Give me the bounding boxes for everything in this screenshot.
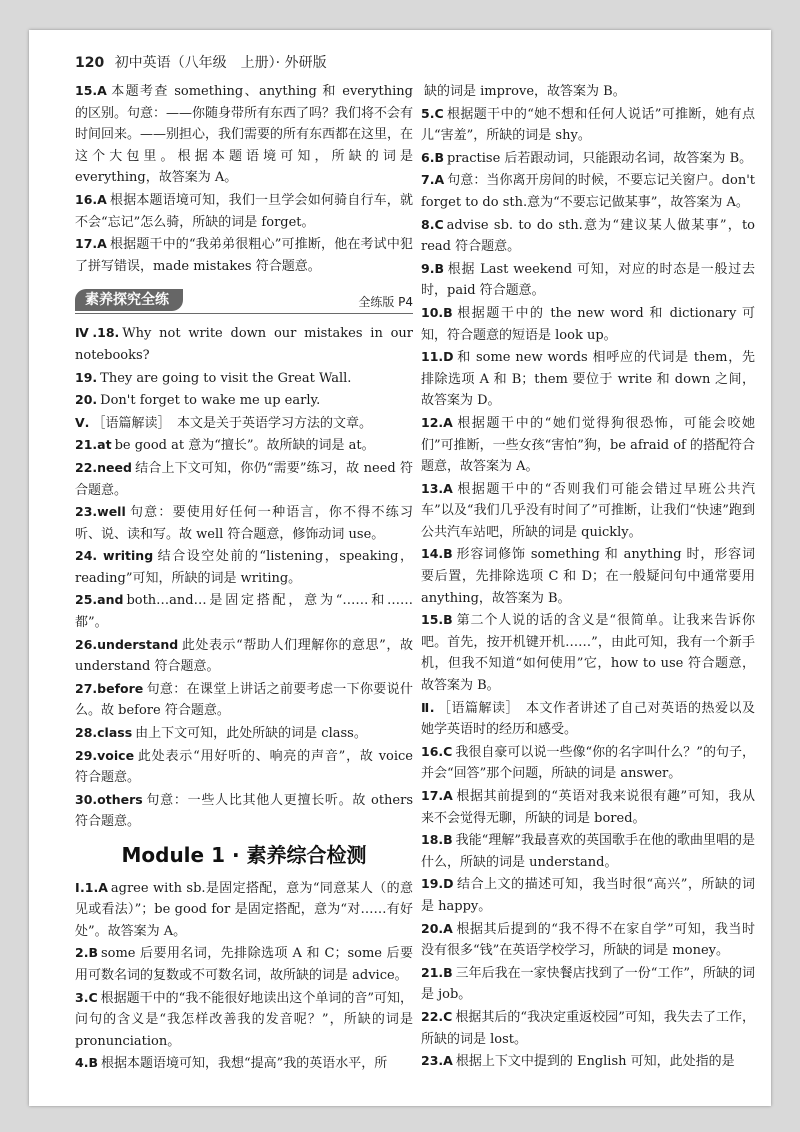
answer-number: 4.B bbox=[75, 1055, 98, 1071]
answer-number: 6.B bbox=[421, 149, 444, 165]
answer-text: 本题考查 something、anything 和 everything 的区别。句意：——你随身带所有东西了吗？我们将不会有时间回来。——别担心，我们需要的所有东西都在这里，在这个大包里。根据本题语境可知，所缺的词是 everything，故答案为 A。 bbox=[75, 84, 414, 186]
answer-item bbox=[75, 501, 413, 545]
answer-number: 11.D bbox=[421, 349, 454, 365]
answer-number: 19.D bbox=[421, 876, 454, 892]
answer-text: 根据本题语境可知，我想“提高”我的英语水平，所 bbox=[100, 1056, 388, 1072]
answer-number: 3.C bbox=[75, 989, 98, 1005]
answer-item bbox=[75, 367, 413, 390]
answer-text: 根据其后的“我决定重返校园”可知，我失去了工作，所缺的词是 lost。 bbox=[421, 1009, 755, 1047]
answer-text: 第二个人说的话的含义是“很简单。让我来告诉你吧。首先，按开机键开机……”，由此可知，我有一个新手机，但我不知道“如何使用”它，how to use 符合题意，故答案为 B。 bbox=[421, 613, 755, 694]
answer-text: 我能“理解”我最喜欢的英国歌手在他的歌曲里唱的是什么，所缺的词是 understand。 bbox=[421, 833, 755, 870]
answer-text: be good at 意为“擅长”。故所缺的词是 at。 bbox=[114, 438, 375, 454]
answer-text: 句意：一些人比其他人更擅长听。故 others 符合题意。 bbox=[75, 792, 413, 830]
answer-text: 此处表示“用好听的、响亮的声音”，故 voice 符合题意。 bbox=[75, 748, 413, 786]
answer-number: Ⅰ.1.A bbox=[75, 879, 108, 895]
answer-number: 9.B bbox=[421, 260, 444, 276]
answer-text: Don't forget to wake me up early. bbox=[100, 393, 321, 409]
answer-number: 17.A bbox=[421, 788, 453, 803]
answer-item bbox=[75, 942, 413, 986]
answer-number: 23.well bbox=[75, 504, 126, 520]
answer-number: 21.B bbox=[421, 964, 453, 980]
answer-number: 22.C bbox=[421, 1008, 453, 1024]
answers-group-a bbox=[75, 80, 413, 277]
answer-text: both…and…是固定搭配，意为“……和……都”。 bbox=[75, 593, 413, 631]
answer-text: 句意：要使用好任何一种语言，你不得不练习听、说、读和写。故 well 符合题意，修饰动词 use。 bbox=[75, 505, 413, 542]
answer-item bbox=[75, 412, 413, 435]
answer-text: 根据其前提到的“英语对我来说很有趣”可知，我从来不会觉得无聊，所缺的词是 bored。 bbox=[421, 789, 755, 826]
answer-item bbox=[421, 214, 755, 258]
answer-number: Ⅳ.18. bbox=[75, 325, 120, 341]
answer-text: 三年后我在一家快餐店找到了一份“工作”，所缺的词是 job。 bbox=[421, 965, 755, 1003]
answer-item bbox=[75, 434, 413, 457]
answer-text: 根据题干中的“她们觉得狗很恐怖，可能会咬她们”可推断，一些女孩“害怕”狗，be afraid of 的搭配符合题意，故答案为 A。 bbox=[421, 415, 755, 475]
answer-number: 13.A bbox=[421, 480, 453, 496]
answer-number: 23.A bbox=[421, 1053, 453, 1069]
answer-item bbox=[75, 589, 413, 633]
answer-text: 根据题干中的“我弟弟很粗心”可推断，他在考试中犯了拼写错误，made mistakes 符合题意。 bbox=[75, 237, 413, 274]
answer-number: 20. bbox=[75, 392, 98, 408]
answer-number: 28.class bbox=[75, 725, 133, 741]
answer-number: 14.B bbox=[421, 546, 453, 562]
answer-item bbox=[421, 80, 755, 103]
answer-number: 15.B bbox=[421, 612, 453, 628]
answer-text: 缺的词是 improve，故答案为 B。 bbox=[424, 84, 626, 99]
answer-item bbox=[421, 346, 755, 412]
answer-item bbox=[421, 785, 755, 829]
answer-item bbox=[75, 545, 413, 589]
answer-number: 7.A bbox=[421, 172, 445, 188]
answer-item bbox=[421, 697, 755, 741]
answer-text: practise 后若跟动词，只能跟动名词，故答案为 B。 bbox=[446, 150, 753, 166]
answer-number: 2.B bbox=[75, 945, 98, 961]
answer-text: 根据题干中的“她不想和任何人说话”可推断，她有点儿“害羞”，所缺的词是 shy。 bbox=[421, 106, 755, 144]
answer-item bbox=[75, 322, 413, 366]
answer-text: 根据题干中的 the new word 和 dictionary 可知，符合题意的短语是 look up。 bbox=[421, 305, 755, 343]
answer-number: 30.others bbox=[75, 791, 143, 807]
answer-number: 29.voice bbox=[75, 747, 135, 763]
answer-item bbox=[75, 789, 413, 833]
answer-number: 21.at bbox=[75, 437, 112, 453]
book-title: 初中英语（八年级 上册）· 外研版 bbox=[114, 55, 327, 71]
answer-item bbox=[421, 478, 755, 544]
answer-item bbox=[75, 877, 413, 943]
answer-number: 24. writing bbox=[75, 548, 154, 564]
page-header bbox=[75, 52, 327, 72]
answer-number: 18.B bbox=[421, 832, 453, 848]
answer-item bbox=[421, 741, 755, 785]
section-banner bbox=[75, 289, 413, 314]
answer-text: 根据 Last weekend 可知，对应的时态是一般过去时，paid 符合题意。 bbox=[421, 261, 755, 299]
answer-text: 根据题干中的“我不能很好地读出这个单词的音”可知，问句的含义是“我怎样改善我的发音呢？”，所缺的词是 pronunciation。 bbox=[75, 990, 413, 1049]
answer-item bbox=[421, 829, 755, 873]
answer-text: 句意：在课堂上讲话之前要考虑一下你要说什么。故 before 符合题意。 bbox=[75, 681, 413, 719]
answer-text: 结合设空处前的“listening，speaking，reading”可知，所缺的词是 writing。 bbox=[75, 549, 413, 586]
answer-text: agree with sb.是固定搭配，意为“同意某人（的意见或看法）”；be good for 是固定搭配，意为“对……有好处”。故答案为 A。 bbox=[75, 880, 413, 939]
answer-number: 27.before bbox=[75, 680, 144, 696]
answer-text: 句意：当你离开房间的时候，不要忘记关窗户。don't forget to do sth.意为“不要忘记做某事”，故答案为 A。 bbox=[421, 173, 755, 210]
answer-text: 根据本题语境可知，我们一旦学会如何骑自行车，就不会“忘记”怎么骑，所缺的词是 forget。 bbox=[75, 192, 413, 230]
answer-number: 17.A bbox=[75, 236, 107, 252]
section-banner-label: 素养探究全练 bbox=[75, 289, 183, 311]
answer-item bbox=[75, 1052, 413, 1075]
answer-number: 12.A bbox=[421, 414, 453, 430]
answer-text: 根据其后提到的“我不得不在家自学”可知，我当时没有很多“钱”在英语学校学习，所缺的词是 money。 bbox=[421, 921, 755, 959]
answer-number: Ⅴ. bbox=[75, 414, 90, 430]
answer-item bbox=[421, 1050, 755, 1073]
answer-item bbox=[75, 457, 413, 501]
answer-item bbox=[421, 169, 755, 213]
answer-item bbox=[421, 103, 755, 147]
answer-text: 此处表示“帮助人们理解你的意思”，故 understand 符合题意。 bbox=[75, 637, 413, 675]
answer-number: 22.need bbox=[75, 459, 132, 475]
answer-number: 20.A bbox=[421, 920, 453, 936]
answer-number: 25.and bbox=[75, 592, 124, 608]
answer-text: 由上下文可知，此处所缺的词是 class。 bbox=[135, 726, 367, 742]
answer-number: 16.C bbox=[421, 743, 453, 759]
answer-text: some 后要用名词，先排除选项 A 和 C；some 后要用可数名词的复数或不可数名词，故所缺的词是 advice。 bbox=[75, 946, 413, 983]
answer-number: 15.A bbox=[75, 83, 107, 98]
answer-item bbox=[421, 258, 755, 302]
section-banner-ref: 全练版 P4 bbox=[358, 295, 413, 310]
answer-item bbox=[75, 189, 413, 233]
answer-item bbox=[75, 389, 413, 412]
right-column bbox=[421, 80, 755, 1073]
answer-text: Why not write down our mistakes in our notebooks? bbox=[75, 326, 414, 363]
answer-text: 结合上下文可知，你仍“需要”练习，故 need 符合题意。 bbox=[75, 460, 413, 498]
answer-text: 形容词修饰 something 和 anything 时，形容词要后置，先排除选项 C 和 D；在一般疑问句中通常要用 anything，故答案为 B。 bbox=[421, 547, 755, 606]
answer-text: ［语篇解读］ 本文是关于英语学习方法的文章。 bbox=[92, 415, 372, 431]
left-column bbox=[75, 80, 413, 1075]
answer-number: 16.A bbox=[75, 191, 107, 207]
answer-item bbox=[75, 80, 413, 189]
answer-text: 根据上下文中提到的 English 可知，此处指的是 bbox=[455, 1054, 735, 1070]
answer-item bbox=[75, 745, 413, 789]
answer-number: 5.C bbox=[421, 105, 444, 121]
answer-item bbox=[75, 634, 413, 678]
answer-item bbox=[421, 962, 755, 1006]
answer-item bbox=[421, 1006, 755, 1050]
answer-text: 我很自豪可以说一些像“你的名字叫什么？”的句子，并会“回答”那个问题，所缺的词是 answer。 bbox=[421, 744, 755, 782]
answers-group-c bbox=[75, 877, 413, 1075]
answer-number: 10.B bbox=[421, 304, 453, 320]
answer-number: 26.understand bbox=[75, 636, 179, 652]
answer-text: 根据题干中的“否则我们可能会错过早班公共汽车”以及“我们几乎没有时间了”可推断，让我们“快速”跑到公共汽车站吧，所缺的词是 quickly。 bbox=[421, 481, 755, 540]
answer-item bbox=[421, 147, 755, 170]
answer-item bbox=[421, 609, 755, 696]
answer-number: 19. bbox=[75, 369, 98, 385]
module-title: Module 1 · 素养综合检测 bbox=[121, 843, 367, 867]
answers-group-b bbox=[75, 322, 413, 833]
answer-text: 结合上文的描述可知，我当时很“高兴”，所缺的词是 happy。 bbox=[421, 877, 755, 914]
answer-text: They are going to visit the Great Wall. bbox=[100, 370, 352, 386]
page-number: 120 bbox=[75, 55, 105, 71]
answer-item bbox=[75, 987, 413, 1053]
answer-item bbox=[421, 543, 755, 609]
answer-text: ［语篇解读］ 本文作者讲述了自己对英语的热爱以及她学英语时的经历和感受。 bbox=[421, 700, 755, 738]
answer-item bbox=[75, 678, 413, 722]
page bbox=[29, 30, 771, 1106]
answer-item bbox=[75, 233, 413, 277]
answer-number: Ⅱ. bbox=[421, 699, 435, 715]
answer-item bbox=[421, 412, 755, 478]
answer-number: 8.C bbox=[421, 216, 444, 232]
answer-text: 和 some new words 相呼应的代词是 them，先排除选项 A 和 B；them 要位于 write 和 down 之间，故答案为 D。 bbox=[421, 350, 755, 409]
answer-item bbox=[421, 918, 755, 962]
answer-text: advise sb. to do sth.意为“建议某人做某事”，to read 符合题意。 bbox=[421, 217, 755, 255]
answer-item bbox=[421, 302, 755, 346]
answers-group-right bbox=[421, 80, 755, 1073]
answer-item bbox=[75, 722, 413, 745]
answer-item bbox=[421, 873, 755, 917]
